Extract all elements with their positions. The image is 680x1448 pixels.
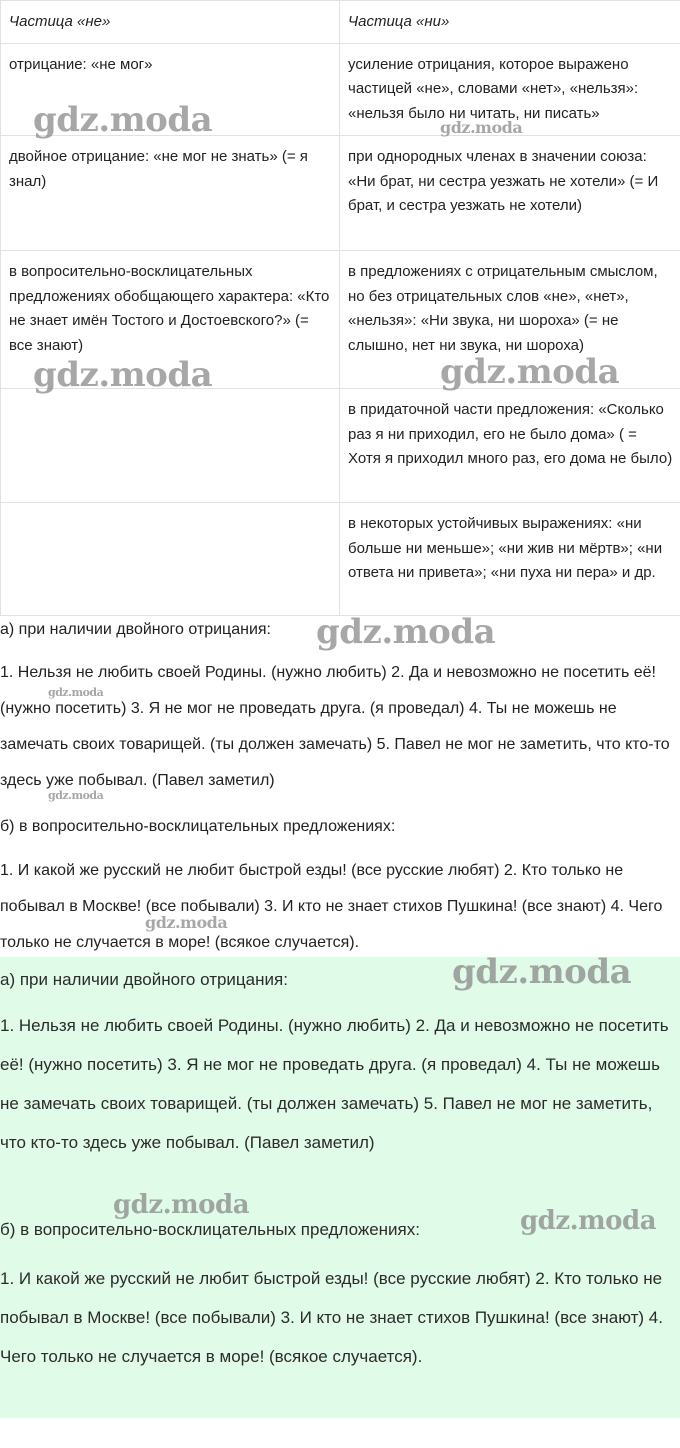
answer-a-text: 1. Нельзя не любить своей Родины. (нужно любить) 2. Да и невозможно не посетить её! (нужно посетить) 3. Я не мог не проведать друга. (я проведал) 4. Ты не можешь не замечать своих товарищей. (ты должен замечать) 5. Павел не мог не заметить, что кто-то здесь уже побывал. (Павел заметил) xyxy=(0,1016,669,1152)
table-row xyxy=(1,503,680,616)
watermark-logo: gdz.moda xyxy=(33,355,213,395)
answer-b-heading: б) в вопросительно-восклицательных предложениях: xyxy=(0,1220,420,1239)
watermark-logo: gdz.moda xyxy=(452,952,632,992)
table-cell: отрицание: «не мог» xyxy=(1,43,340,136)
watermark-logo: gdz.moda xyxy=(113,1190,250,1220)
watermark-logo: gdz.moda xyxy=(48,789,104,802)
table-cell xyxy=(1,389,340,503)
section-a-heading: а) при наличии двойного отрицания: xyxy=(0,621,271,638)
table-row xyxy=(1,136,680,251)
table-cell: усиление отрицания, которое выражено частицей «не», словами «нет», «нельзя»: «нельзя было ни читать, ни писать» xyxy=(340,43,680,136)
table-cell: двойное отрицание: «не мог не знать» (= я знал) xyxy=(1,136,340,251)
watermark-logo: gdz.moda xyxy=(145,913,228,932)
answer-a-heading: а) при наличии двойного отрицания: xyxy=(0,970,288,989)
watermark-logo: gdz.moda xyxy=(316,612,496,652)
table-row xyxy=(1,43,680,136)
table-row xyxy=(1,251,680,389)
watermark-logo: gdz.moda xyxy=(48,686,104,699)
particles-table xyxy=(0,0,680,616)
watermark-logo: gdz.moda xyxy=(33,100,213,140)
header-ni: Частица «ни» xyxy=(340,1,680,44)
answer-b-text: 1. И какой же русский не любит быстрой езды! (все русские любят) 2. Кто только не побывал в Москве! (все побывали) 3. И кто не знает стихов Пушкина! (все знают) 4. Чего только не случается в море! (всякое случается). xyxy=(0,1269,663,1366)
watermark-logo: gdz.moda xyxy=(440,118,523,137)
table-row xyxy=(1,389,680,503)
table-cell xyxy=(1,503,340,616)
watermark-logo: gdz.moda xyxy=(520,1206,657,1236)
header-ne: Частица «не» xyxy=(1,1,340,44)
section-b-heading: б) в вопросительно-восклицательных предложениях: xyxy=(0,818,396,835)
watermark-logo: gdz.moda xyxy=(440,352,620,392)
table-cell: в вопросительно-восклицательных предложениях обобщающего характера: «Кто не знает имён Тостого и Достоевского?» (= все знают) xyxy=(1,251,340,389)
answer-highlight-block xyxy=(0,957,680,1418)
table-cell: в предложениях с отрицательным смыслом, но без отрицательных слов «не», «нет», «нельзя»: «Ни звука, ни шороха» (= не слышно, нет ни звука, ни шороха) xyxy=(340,251,680,389)
table-cell: при однородных членах в значении союза: «Ни брат, ни сестра уезжать не хотели» (= И брат, и сестра уезжать не хотели) xyxy=(340,136,680,251)
table-cell: в придаточной части предложения: «Сколько раз я ни приходил, его не было дома» ( = Хотя я приходил много раз, его дома не было) xyxy=(340,389,680,503)
section-a-text: 1. Нельзя не любить своей Родины. (нужно любить) 2. Да и невозможно не посетить её! (нужно посетить) 3. Я не мог не проведать друга. (я проведал) 4. Ты не можешь не замечать своих товарищей. (ты должен замечать) 5. Павел не мог не заметить, что кто-то здесь уже побывал. (Павел заметил) xyxy=(0,664,670,789)
section-b-text: 1. И какой же русский не любит быстрой езды! (все русские любят) 2. Кто только не побывал в Москве! (все побывали) 3. И кто не знает стихов Пушкина! (все знают) 4. Чего только не случается в море! (всякое случается). xyxy=(0,862,663,951)
table-cell: в некоторых устойчивых выражениях: «ни больше ни меньше»; «ни жив ни мёртв»; «ни ответа ни привета»; «ни пуха ни пера» и др. xyxy=(340,503,680,616)
